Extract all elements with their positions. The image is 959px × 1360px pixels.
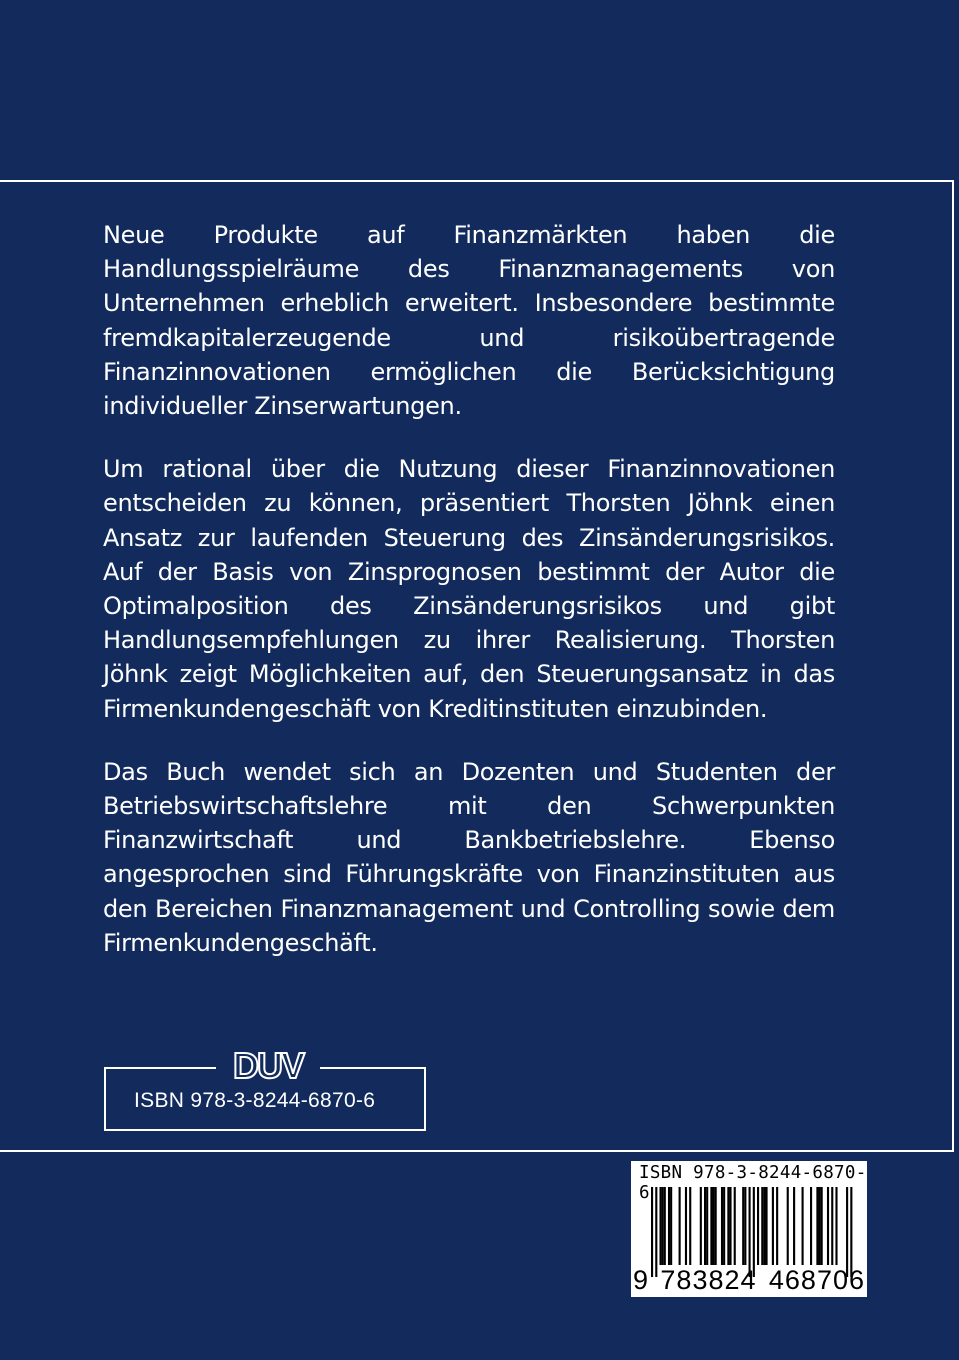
barcode-bar (827, 1187, 829, 1265)
barcode-bar (723, 1187, 725, 1265)
barcode-bar (712, 1187, 714, 1265)
barcode-bar (700, 1187, 702, 1265)
barcode-bar (757, 1187, 759, 1265)
barcode-bar (679, 1187, 681, 1265)
barcode-guard-bar (651, 1187, 653, 1277)
barcode-bar (662, 1187, 664, 1265)
barcode-bar (685, 1187, 687, 1265)
barcode-bar (659, 1187, 661, 1265)
barcode-bar (704, 1187, 706, 1265)
barcode-bar (742, 1187, 744, 1265)
cover-description (103, 218, 835, 989)
barcode-guard-bar (846, 1187, 848, 1277)
barcode-isbn-text: ISBN 978-3-8244-6870-6 (639, 1163, 867, 1203)
duv-logo (216, 1046, 320, 1084)
description-paragraph-3: Das Buch wendet sich an Dozenten und Studenten der Betriebswirtschaftslehre mit den Schwerpunkten Finanzwirtschaft und Bankbetriebslehre. Ebenso angesprochen sind Führungskräfte von Finanzinstituten aus den Bereichen Finanzmanagement und Controlling sowie dem Firmenkundengeschäft. (103, 757, 835, 957)
barcode-guard-bar (850, 1187, 852, 1277)
barcode-bar (763, 1187, 765, 1265)
barcode-bar (710, 1187, 712, 1265)
barcode (631, 1161, 867, 1297)
barcode-bar (668, 1187, 670, 1265)
isbn-label: ISBN 978-3-8244-6870-6 (134, 1089, 376, 1112)
barcode-bar (793, 1187, 795, 1265)
barcode-bar (831, 1187, 833, 1265)
barcode-bar (670, 1187, 672, 1265)
barcode-bar (761, 1187, 763, 1265)
barcode-bar (818, 1187, 820, 1265)
barcode-guard-bar (753, 1187, 755, 1277)
barcode-bar (727, 1187, 729, 1265)
barcode-bar (744, 1187, 746, 1265)
barcode-guard-bar (749, 1187, 751, 1277)
barcode-bar (835, 1187, 837, 1265)
barcode-bar (706, 1187, 708, 1265)
barcode-bar (729, 1187, 731, 1265)
barcode-guard-bar (655, 1187, 657, 1277)
barcode-bar (787, 1187, 789, 1265)
description-paragraph-2: Um rational über die Nutzung dieser Finanzinnovationen entscheiden zu können, präsentiert Thorsten Jöhnk einen Ansatz zur laufenden Steuerung des Zinsänderungsrisikos. Auf der Basis von Zinsprognosen bestimmt der Autor die Optimalposition des Zinsänderungsrisikos und gibt Handlungsempfehlungen zu ihrer Realisierung. Thorsten Jöhnk zeigt Möglichkeiten auf, den Steuerungsansatz in das Firmenkundengeschäft von Kreditinstituten einzubinden. (103, 455, 835, 723)
description-paragraph-1: Neue Produkte auf Finanzmärkten haben die Handlungsspielräume des Finanzmanagements von Unternehmen erheblich erweitert. Insbesondere bestimmte fremdkapitalerzeugende und risikoübertragende Finanzinnovationen ermöglichen die Berücksichtigung individueller Zinserwartungen. (103, 221, 835, 421)
barcode-bar (810, 1187, 812, 1265)
barcode-bar (816, 1187, 818, 1265)
barcode-bar (772, 1187, 774, 1265)
barcode-bar (664, 1187, 666, 1265)
barcode-bar (734, 1187, 736, 1265)
barcode-bar (715, 1187, 717, 1265)
barcode-digits (633, 1265, 865, 1296)
barcode-right-group: 468706 (768, 1265, 865, 1295)
barcode-bar (689, 1187, 691, 1265)
barcode-bar (776, 1187, 778, 1265)
barcode-bar (721, 1187, 723, 1265)
barcode-left-group: 783824 (660, 1265, 757, 1295)
barcode-first-digit: 9 (633, 1265, 649, 1295)
barcode-bar (765, 1187, 767, 1265)
duv-logo-text: DUV (232, 1046, 304, 1084)
barcode-bar (802, 1187, 804, 1265)
barcode-bar (821, 1187, 823, 1265)
